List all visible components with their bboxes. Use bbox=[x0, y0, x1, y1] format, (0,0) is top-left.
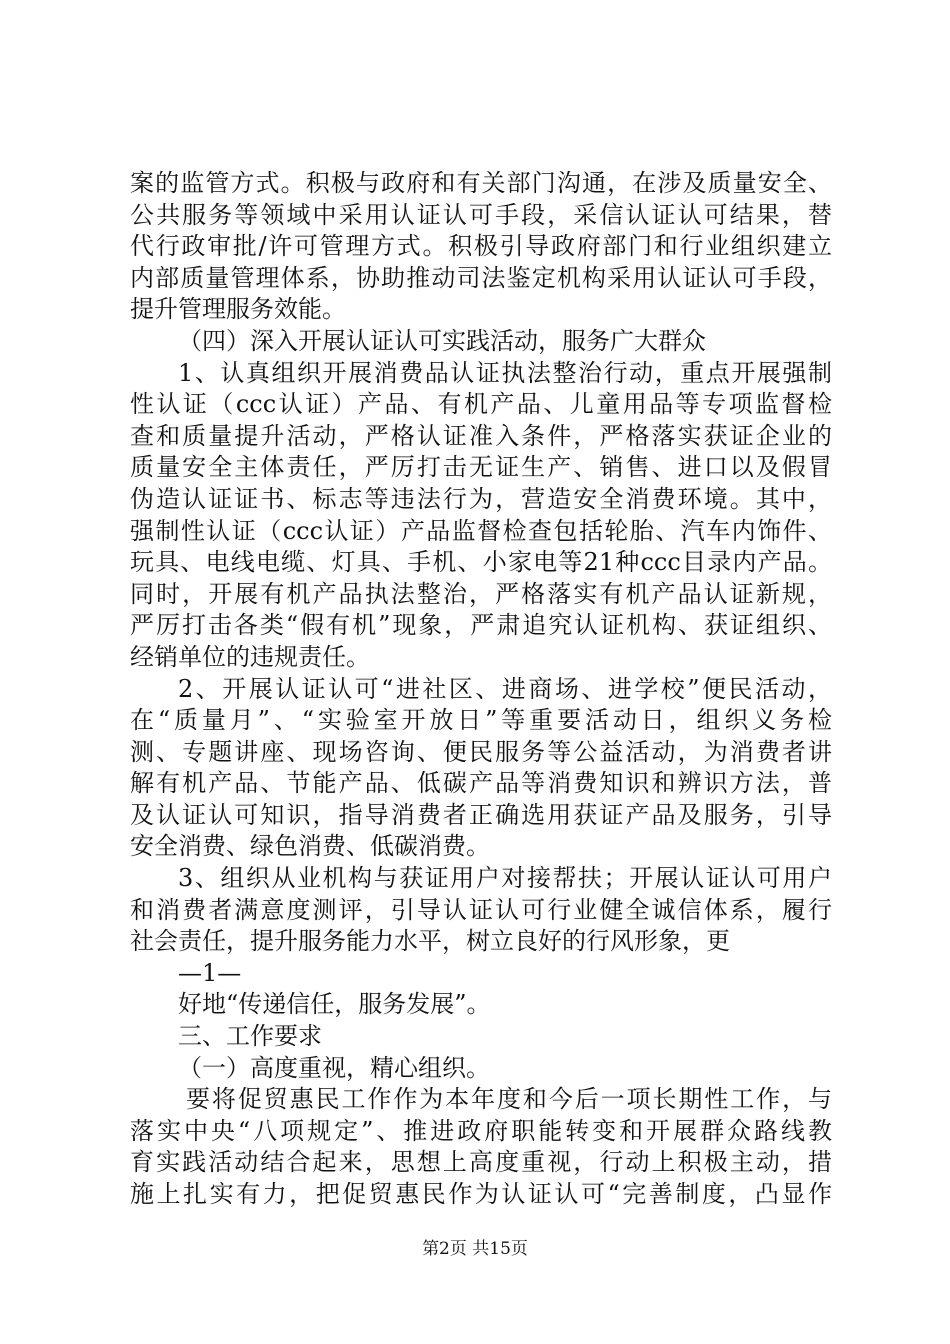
text-line: 落实中央“八项规定”、推进政府职能转变和开展群众路线教 bbox=[130, 1116, 832, 1145]
text-line: 育实践活动结合起来，思想上高度重视，行动上积极主动，措 bbox=[130, 1148, 832, 1177]
text-line: 3、组织从业机构与获证用户对接帮扶；开展认证认可用户 bbox=[178, 864, 832, 893]
text-line: 查和质量提升活动，严格认证准入条件，严格落实获证企业的 bbox=[130, 421, 832, 450]
text-line: 质量安全主体责任，严厉打击无证生产、销售、进口以及假冒 bbox=[130, 453, 832, 482]
text-line: 测、专题讲座、现场咨询、便民服务等公益活动，为消费者讲 bbox=[130, 737, 832, 766]
text-line: 在“质量月”、“实验室开放日”等重要活动日，组织义务检 bbox=[130, 706, 832, 735]
text-line: 严厉打击各类“假有机”现象，严肃追究认证机构、获证组织、 bbox=[130, 611, 832, 640]
text-line: 经销单位的违规责任。 bbox=[130, 642, 370, 671]
text-line: 公共服务等领域中采用认证认可手段，采信认证认可结果，替 bbox=[130, 200, 832, 229]
subsection-heading: （一）高度重视，精心组织。 bbox=[178, 1053, 490, 1082]
text-line: 2、开展认证认可“进社区、进商场、进学校”便民活动， bbox=[178, 674, 832, 703]
section-heading: （四）深入开展认证认可实践活动，服务广大群众 bbox=[178, 326, 706, 355]
text-line: 同时，开展有机产品执法整治，严格落实有机产品认证新规， bbox=[130, 579, 832, 608]
text-line: 玩具、电线电缆、灯具、手机、小家电等21种ccc目录内产品。 bbox=[130, 548, 832, 577]
text-line: 和消费者满意度测评，引导认证认可行业健全诚信体系，履行 bbox=[130, 895, 832, 924]
document-body bbox=[130, 168, 832, 1211]
page-indicator: 第2页 共15页 bbox=[422, 1239, 528, 1259]
text-line: 内部质量管理体系，协助推动司法鉴定机构采用认证认可手段， bbox=[130, 263, 832, 292]
text-line: 性认证（ccc认证）产品、有机产品、儿童用品等专项监督检 bbox=[130, 390, 832, 419]
text-line: 强制性认证（ccc认证）产品监督检查包括轮胎、汽车内饰件、 bbox=[130, 516, 832, 545]
text-line: 解有机产品、节能产品、低碳产品等消费知识和辨识方法，普 bbox=[130, 769, 832, 798]
text-line: 安全消费、绿色消费、低碳消费。 bbox=[130, 832, 490, 861]
section-heading: 三、工作要求 bbox=[178, 1022, 322, 1051]
text-line: 施上扎实有力，把促贸惠民作为认证认可“完善制度，凸显作 bbox=[130, 1180, 832, 1208]
text-line: 1、认真组织开展消费品认证执法整治行动，重点开展强制 bbox=[178, 358, 832, 387]
text-line: 及认证认可知识，指导消费者正确选用获证产品及服务，引导 bbox=[130, 800, 832, 829]
text-line: 代行政审批/许可管理方式。积极引导政府部门和行业组织建立 bbox=[130, 232, 832, 261]
inline-page-number: —1— bbox=[178, 958, 242, 987]
text-line: 提升管理服务效能。 bbox=[130, 295, 346, 324]
text-line: 要将促贸惠民工作作为本年度和今后一项长期性工作，与 bbox=[186, 1085, 832, 1114]
text-line: 社会责任，提升服务能力水平，树立良好的行风形象，更 bbox=[130, 927, 730, 956]
text-line: 伪造认证证书、标志等违法行为，营造安全消费环境。其中， bbox=[130, 484, 832, 513]
text-line: 好地“传递信任，服务发展”。 bbox=[178, 990, 491, 1019]
text-line: 案的监管方式。积极与政府和有关部门沟通，在涉及质量安全、 bbox=[130, 169, 832, 197]
